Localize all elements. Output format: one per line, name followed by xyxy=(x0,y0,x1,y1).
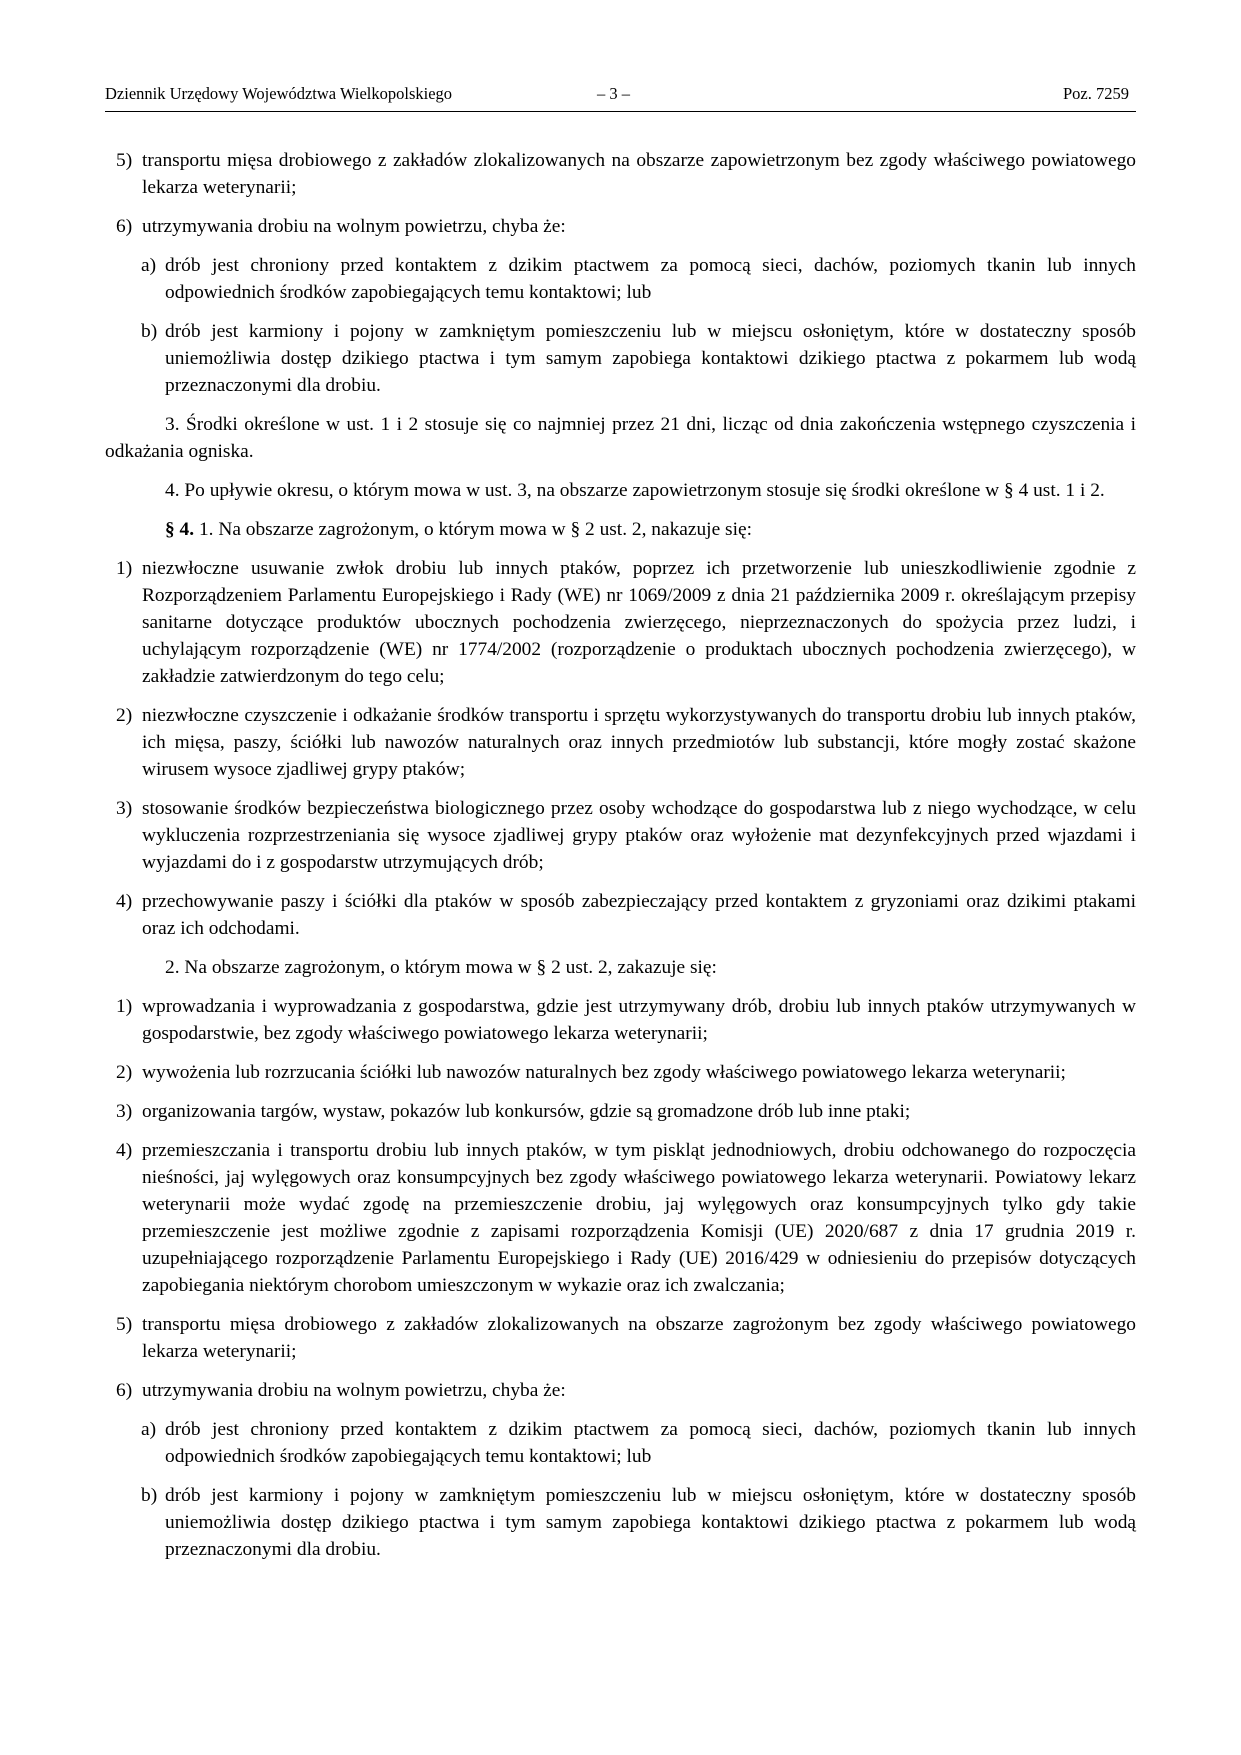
item-text: utrzymywania drobiu na wolnym powietrzu, chyba że: xyxy=(142,216,566,237)
item-text: wprowadzania i wyprowadzania z gospodarstwa, gdzie jest utrzymywany drób, drobiu lub innych ptaków utrzymywanych w gospodarstwie, bez zgody właściwego powiatowego lekarza weterynarii; xyxy=(142,996,1136,1044)
header-journal-title: Dziennik Urzędowy Województwa Wielkopolskiego xyxy=(105,84,453,103)
list-item xyxy=(105,555,1136,690)
item-text: organizowania targów, wystaw, pokazów lub konkursów, gdzie są gromadzone drób lub inne ptaki; xyxy=(142,1101,911,1122)
paragraph-3: 3. Środki określone w ust. 1 i 2 stosuje się co najmniej przez 21 dni, licząc od dnia zakończenia wstępnego czyszczenia i odkażania ogniska. xyxy=(105,414,1136,462)
list-item xyxy=(105,1059,1136,1086)
item-number: 6) xyxy=(116,216,133,237)
item-letter: a) xyxy=(141,255,157,276)
section-4-paragraph-2: 2. Na obszarze zagrożonym, o którym mowa w § 2 ust. 2, zakazuje się: xyxy=(165,957,717,978)
item-text: wywożenia lub rozrzucania ściółki lub nawozów naturalnych bez zgody właściwego powiatowego lekarza weterynarii; xyxy=(142,1062,1066,1083)
item-text: drób jest chroniony przed kontaktem z dzikim ptactwem za pomocą sieci, dachów, poziomych tkanin lub innych odpowiednich środków zapobiegających temu kontaktowi; lub xyxy=(165,1419,1136,1467)
list-item xyxy=(105,147,1136,201)
list-item xyxy=(105,213,1136,240)
item-text: utrzymywania drobiu na wolnym powietrzu, chyba że: xyxy=(142,1380,566,1401)
sub-list-item xyxy=(105,1416,1136,1470)
header-position: Poz. 7259 xyxy=(1063,84,1129,103)
item-number: 1) xyxy=(116,996,133,1017)
item-letter: a) xyxy=(141,1419,157,1440)
sub-list-item xyxy=(105,252,1136,306)
item-text: drób jest karmiony i pojony w zamkniętym pomieszczeniu lub w miejscu osłoniętym, które w dostateczny sposób uniemożliwia dostęp dzikiego ptactwa i tym samym zapobiega kontaktowi dzikiego ptactwa z pokarmem lub wodą przeznaczonymi dla drobiu. xyxy=(165,1485,1136,1560)
item-number: 2) xyxy=(116,1062,133,1083)
list-item xyxy=(105,1377,1136,1404)
paragraph-4: 4. Po upływie okresu, o którym mowa w ust. 3, na obszarze zapowietrzonym stosuje się środki określone w § 4 ust. 1 i 2. xyxy=(165,480,1105,501)
item-letter: b) xyxy=(141,321,158,342)
item-number: 1) xyxy=(116,558,133,579)
document-body xyxy=(105,147,1136,1575)
item-number: 5) xyxy=(116,150,133,171)
item-number: 2) xyxy=(116,705,133,726)
list-item xyxy=(105,702,1136,783)
item-text: niezwłoczne usuwanie zwłok drobiu lub innych ptaków, poprzez ich przetworzenie lub unieszkodliwienie zgodnie z Rozporządzeniem Parlamentu Europejskiego i Rady (WE) nr 1069/2009 z dnia 21 października 2009 r. określającym przepisy sanitarne dotyczące produktów ubocznych pochodzenia zwierzęcego, nieprzeznaczonych do spożycia przez ludzi, i uchylającym rozporządzenie (WE) nr 1774/2002 (rozporządzenie o produktach ubocznych pochodzenia zwierzęcego), w zakładzie zatwierdzonym do tego celu; xyxy=(142,558,1136,687)
item-letter: b) xyxy=(141,1485,158,1506)
sub-list-item xyxy=(105,1482,1136,1563)
item-text: drób jest karmiony i pojony w zamkniętym pomieszczeniu lub w miejscu osłoniętym, które w dostateczny sposób uniemożliwia dostęp dzikiego ptactwa i tym samym zapobiega kontaktowi dzikiego ptactwa z pokarmem lub wodą przeznaczonymi dla drobiu. xyxy=(165,321,1136,396)
item-number: 4) xyxy=(116,1140,133,1161)
item-text: przechowywanie paszy i ściółki dla ptaków w sposób zabezpieczający przed kontaktem z gryzoniami oraz dzikimi ptakami oraz ich odchodami. xyxy=(142,891,1136,939)
sub-list-item xyxy=(105,318,1136,399)
item-text: stosowanie środków bezpieczeństwa biologicznego przez osoby wchodzące do gospodarstwa lub z niego wychodzące, w celu wykluczenia rozprzestrzeniania się wysoce zjadliwej grypy ptaków oraz wyłożenie mat dezynfekcyjnych przed wjazdami i wyjazdami do i z gospodarstw utrzymujących drób; xyxy=(142,798,1136,873)
list-item xyxy=(105,1137,1136,1299)
header-page-number: – 3 – xyxy=(597,84,630,103)
item-text: transportu mięsa drobiowego z zakładów zlokalizowanych na obszarze zapowietrzonym bez zgody właściwego powiatowego lekarza weterynarii; xyxy=(142,150,1136,198)
list-item xyxy=(105,1311,1136,1365)
item-number: 3) xyxy=(116,798,133,819)
item-text: transportu mięsa drobiowego z zakładów zlokalizowanych na obszarze zagrożonym bez zgody właściwego powiatowego lekarza weterynarii; xyxy=(142,1314,1136,1362)
item-number: 4) xyxy=(116,891,133,912)
header-rule xyxy=(105,111,1136,112)
item-number: 3) xyxy=(116,1101,133,1122)
item-number: 6) xyxy=(116,1380,133,1401)
item-number: 5) xyxy=(116,1314,133,1335)
item-text: niezwłoczne czyszczenie i odkażanie środków transportu i sprzętu wykorzystywanych do transportu drobiu lub innych ptaków, ich mięsa, paszy, ściółki lub nawozów naturalnych oraz innych przedmiotów lub substancji, które mogły zostać skażone wirusem wysoce zjadliwej grypy ptaków; xyxy=(142,705,1136,780)
item-text: przemieszczania i transportu drobiu lub innych ptaków, w tym piskląt jednodniowych, drobiu odchowanego do rozpoczęcia nieśności, jaj wylęgowych oraz konsumpcyjnych bez zgody właściwego powiatowego lekarza weterynarii. Powiatowy lekarz weterynarii może wydać zgodę na przemieszczenie drobiu, jaj wylęgowych oraz konsumpcyjnych tylko gdy takie przemieszczenie jest możliwe zgodnie z zapisami rozporządzenia Komisji (UE) 2020/687 z dnia 17 grudnia 2019 r. uzupełniającego rozporządzenie Parlamentu Europejskiego i Rady (UE) 2016/429 w odniesieniu do przepisów dotyczących zapobiegania niektórym chorobom umieszczonym w wykazie oraz ich zwalczania; xyxy=(142,1140,1136,1296)
item-text: drób jest chroniony przed kontaktem z dzikim ptactwem za pomocą sieci, dachów, poziomych tkanin lub innych odpowiednich środków zapobiegających temu kontaktowi; lub xyxy=(165,255,1136,303)
section-label: § 4. xyxy=(165,519,195,540)
list-item xyxy=(105,888,1136,942)
list-item xyxy=(105,1098,1136,1125)
section-intro-text: 1. Na obszarze zagrożonym, o którym mowa w § 2 ust. 2, nakazuje się: xyxy=(194,519,752,540)
list-item xyxy=(105,993,1136,1047)
list-item xyxy=(105,795,1136,876)
section-4-intro xyxy=(105,516,1136,543)
